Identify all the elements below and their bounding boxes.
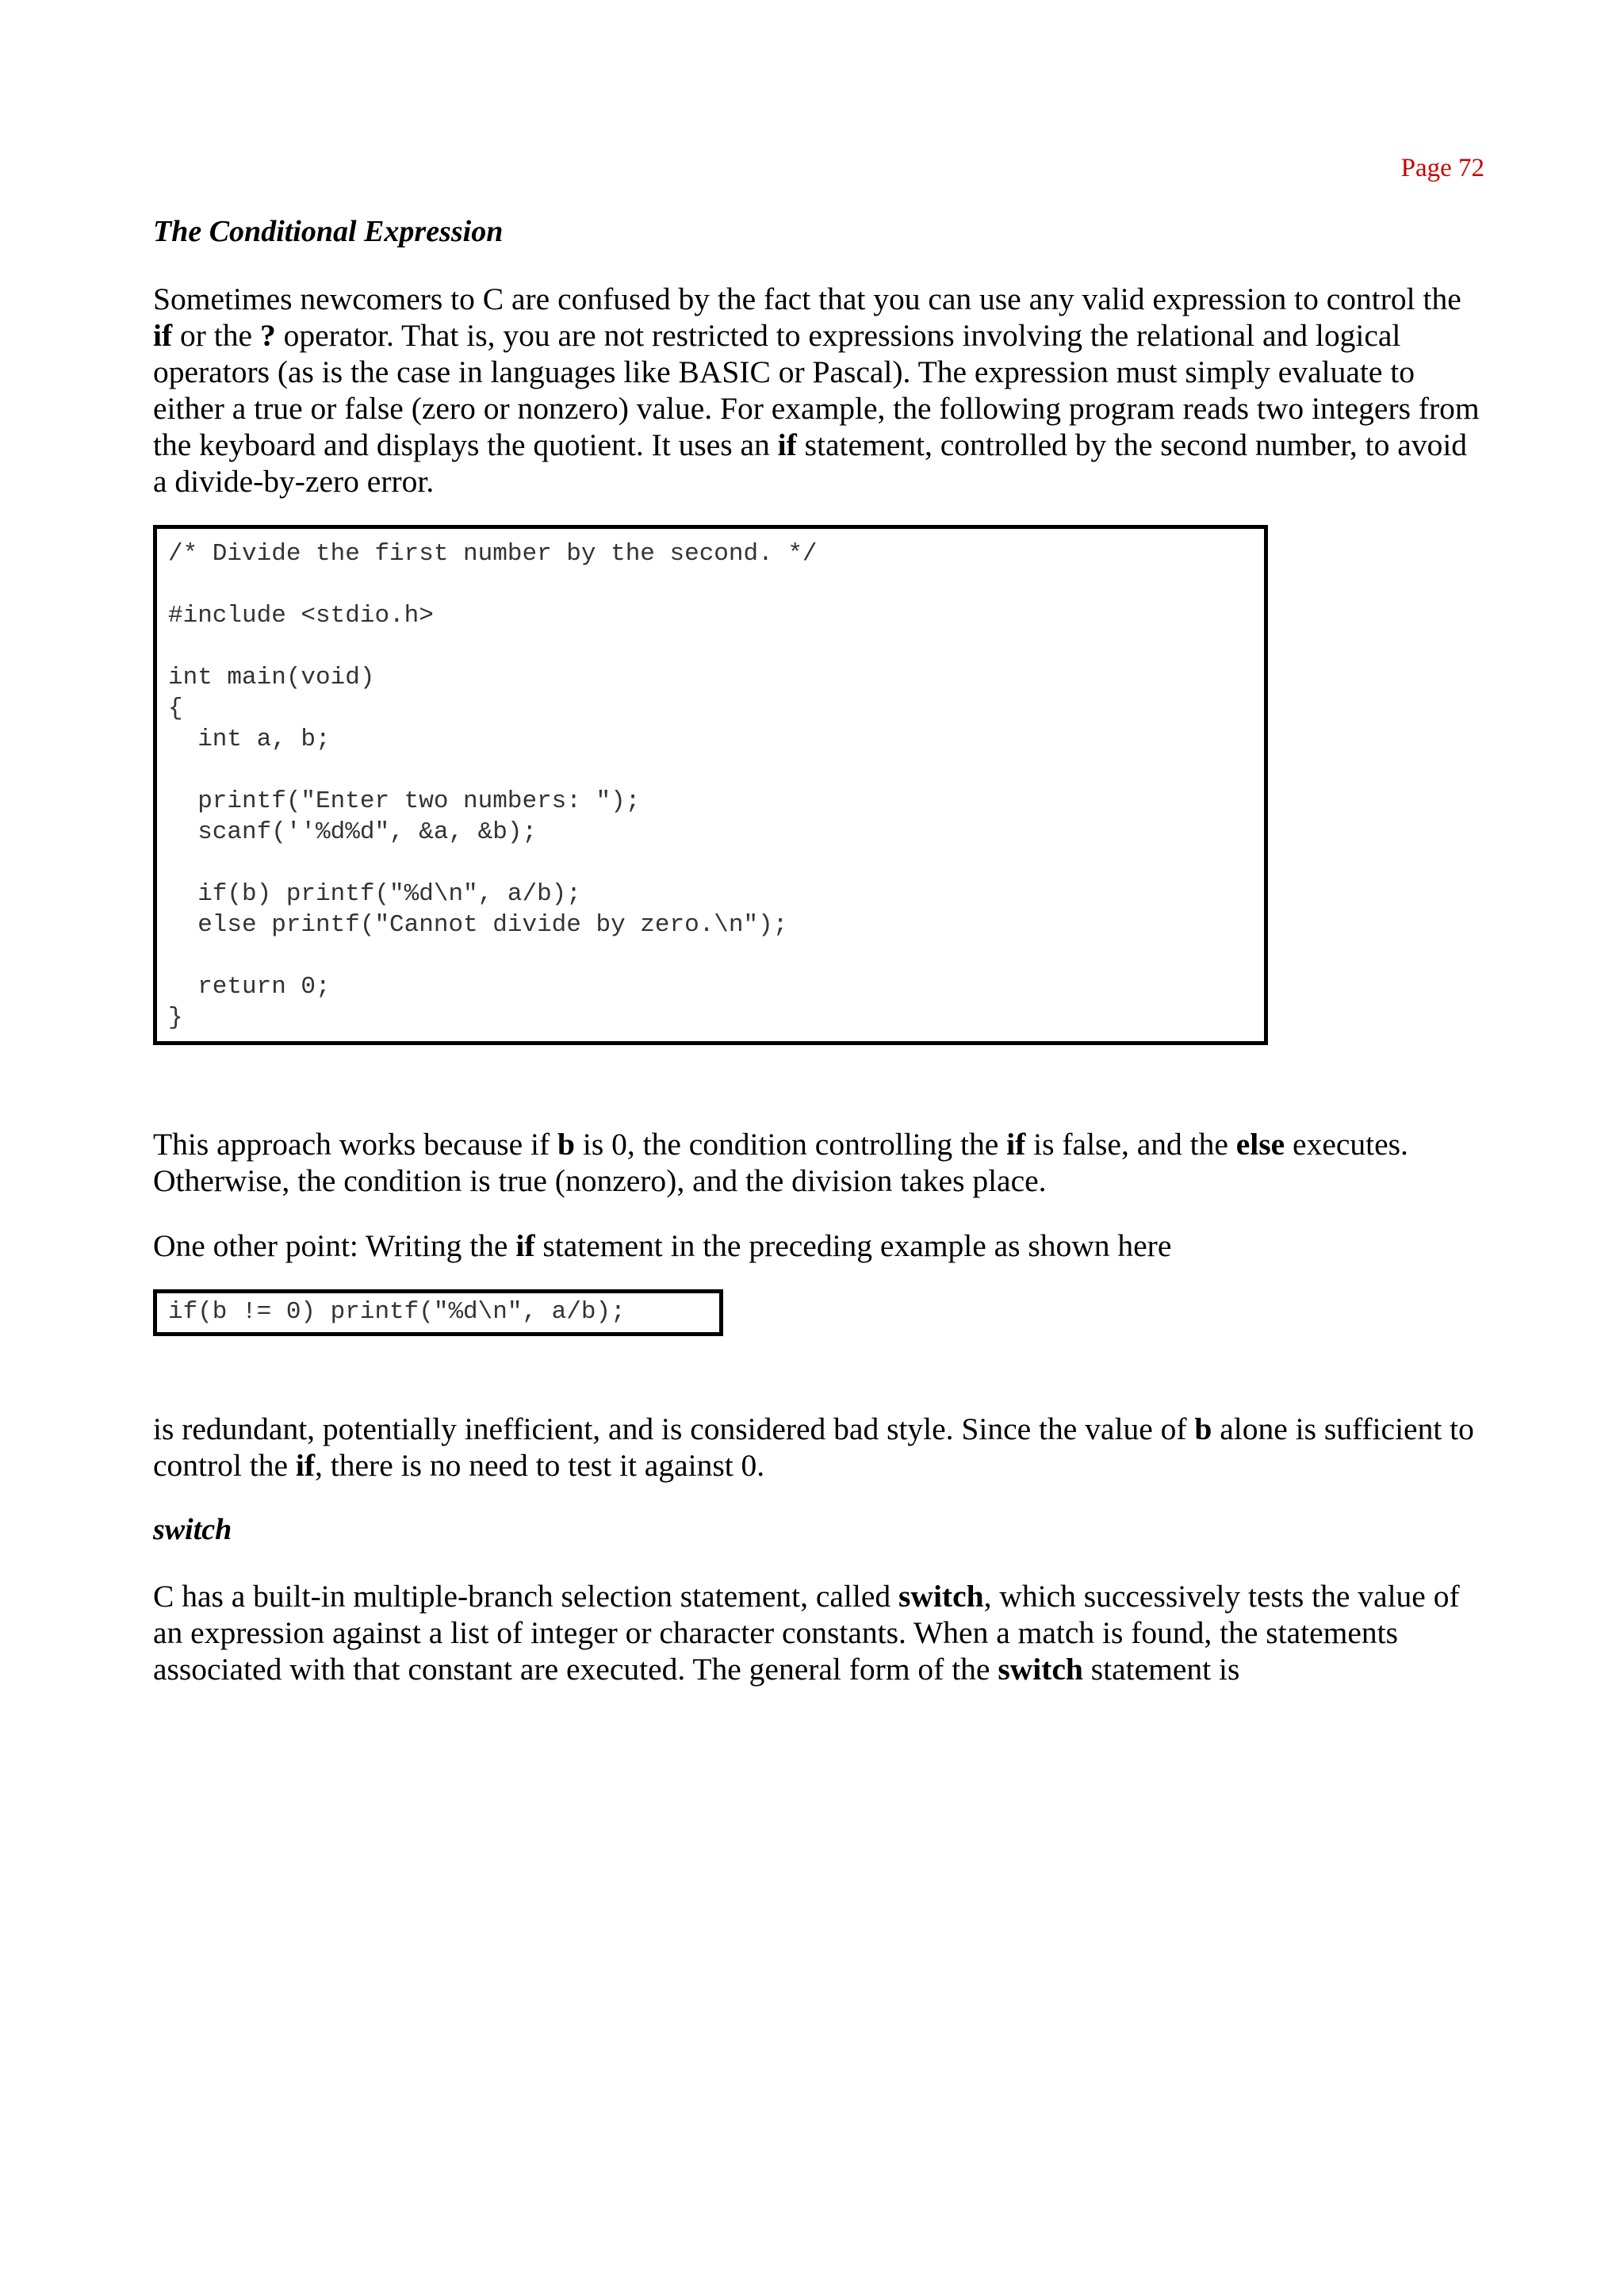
page-number: Page 72 (1400, 154, 1484, 182)
code-line: if(b) printf("%d\n", a/b); (168, 879, 581, 908)
bold-keyword: if (295, 1447, 316, 1483)
code-line: if(b != 0) printf("%d\n", a/b); (168, 1297, 626, 1326)
code-blank-line (168, 848, 1264, 879)
code-line: } (168, 1003, 183, 1032)
bold-keyword: ? (259, 317, 276, 353)
bold-keyword: b (557, 1126, 575, 1162)
code-line: { (168, 694, 183, 722)
section-heading-conditional-expression: The Conditional Expression (153, 215, 504, 248)
code-line: printf("Enter two numbers: "); (168, 787, 641, 815)
bold-keyword: b (1194, 1411, 1212, 1446)
code-blank-line (168, 631, 1264, 662)
code-blank-line (168, 940, 1264, 971)
code-line: int a, b; (168, 725, 331, 753)
paragraph-approach: This approach works because if b is 0, the condition controlling the if is false, and the else executes. Otherwise, the condition is true (nonzero), and the division takes place. (153, 1126, 1408, 1198)
code-blank-line (168, 755, 1264, 786)
code-snippet-if-statement (153, 1289, 723, 1336)
bold-keyword: if (153, 317, 173, 353)
code-line: return 0; (168, 972, 331, 1001)
paragraph-switch: C has a built-in multiple-branch selection statement, called switch, which successively tests the value of an expression against a list of integer or character constants. When a match is found, the statements associated with that constant are executed. The general form of the switch statement is (153, 1579, 1460, 1687)
code-line: else printf("Cannot divide by zero.\n"); (168, 910, 788, 939)
paragraph-intro: Sometimes newcomers to C are confused by the fact that you can use any valid expression to control the if or the ? operator. That is, you are not restricted to expressions involving the relational and logical operators (as is the case in languages like BASIC or Pascal). The expression must simply evaluate to either a true or false (zero or nonzero) value. For example, the following program reads two integers from the keyboard and displays the quotient. It uses an if statement, controlled by the second number, to avoid a divide-by-zero error. (153, 281, 1480, 499)
code-line: /* Divide the first number by the second. */ (168, 539, 818, 568)
bold-keyword: if (515, 1227, 535, 1263)
bold-keyword: switch (898, 1579, 984, 1614)
bold-keyword: else (1235, 1126, 1285, 1162)
bold-keyword: if (1006, 1126, 1026, 1162)
bold-keyword: switch (998, 1652, 1083, 1687)
code-line: int main(void) (168, 663, 375, 691)
code-blank-line (168, 569, 1264, 600)
page-content (153, 214, 1485, 1687)
bold-keyword: if (777, 427, 797, 462)
paragraph-other-point: One other point: Writing the if statement in the preceding example as shown here (153, 1227, 1172, 1263)
paragraph-redundant: is redundant, potentially inefficient, and is considered bad style. Since the value of b alone is sufficient to control the if, there is no need to test it against 0. (153, 1411, 1474, 1483)
code-example-divide (153, 525, 1268, 1045)
section-heading-switch: switch (153, 1512, 232, 1546)
code-line: scanf(''%d%d", &a, &b); (168, 818, 538, 846)
code-line: #include <stdio.h> (168, 601, 434, 630)
